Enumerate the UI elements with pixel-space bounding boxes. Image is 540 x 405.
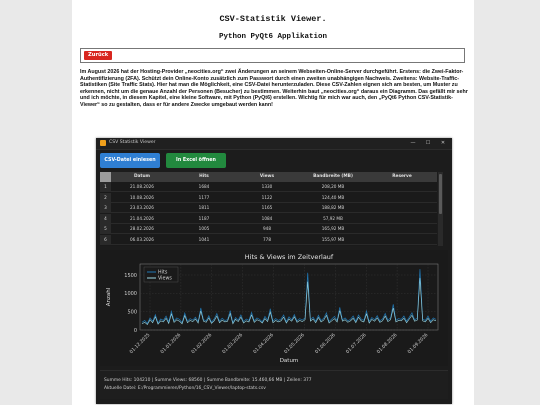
x-tick-label: 01.01.2026	[160, 332, 183, 356]
page-subtitle: Python PyQt6 Applikation	[218, 33, 328, 41]
y-tick-label: 0	[133, 327, 137, 334]
table-cell[interactable]: 188,82 MB	[321, 205, 345, 210]
x-tick-label: 01.06.2026	[314, 332, 337, 356]
table-cell[interactable]: 1005	[198, 226, 210, 231]
window-titlebar	[96, 138, 452, 150]
y-axis-label: Anzahl	[106, 287, 112, 307]
nav-bar	[80, 48, 465, 63]
table-cell[interactable]: 1684	[198, 184, 210, 189]
y-tick-label: 500	[127, 309, 137, 316]
table-cell[interactable]: 778	[263, 236, 271, 242]
maximize-icon[interactable]: ☐	[425, 140, 431, 146]
load-csv-button[interactable]: CSV-Datei einlesen	[100, 153, 160, 168]
x-tick-label: 01.03.2026	[221, 332, 245, 356]
table-cell[interactable]: 10.08.2026	[130, 194, 154, 200]
table-cell[interactable]: 28.02.2026	[130, 226, 154, 231]
table-cell[interactable]: 21.08.2026	[130, 184, 154, 189]
table-cell[interactable]: 1165	[261, 205, 273, 210]
column-header-views[interactable]: Views	[259, 174, 275, 179]
table-cell[interactable]: 1330	[261, 184, 273, 189]
web-page	[72, 0, 474, 405]
table-cell[interactable]: 1177	[198, 194, 210, 200]
x-tick-label: 01.04.2026	[252, 332, 275, 356]
chart-panel	[100, 250, 448, 366]
x-axis-label: Datum	[279, 358, 299, 364]
table-row[interactable]	[100, 193, 437, 203]
column-header-hits[interactable]: Hits	[199, 174, 209, 179]
row-number[interactable]: 1	[100, 182, 111, 192]
table-cell[interactable]: 124,40 MB	[321, 194, 345, 200]
status-current-file: Aktuelle Datei: E:/Programmieren/Python/16_CSV_Viewer/laptop-stats.csv	[104, 386, 266, 391]
table-scrollbar[interactable]	[438, 172, 443, 246]
table-cell[interactable]: 948	[263, 226, 271, 231]
table-cell[interactable]	[367, 193, 437, 203]
table-cell[interactable]	[367, 182, 437, 192]
table-cell[interactable]: 21.04.2026	[130, 215, 154, 221]
page-title: CSV-Statistik Viewer.	[219, 14, 327, 24]
window-title: CSV Statistik Viewer	[109, 140, 156, 145]
y-tick-label: 1000	[124, 291, 137, 298]
row-number[interactable]: 2	[100, 193, 111, 203]
table-row[interactable]	[100, 214, 437, 224]
app-window-screenshot	[96, 138, 452, 404]
table-row[interactable]	[100, 224, 437, 234]
table-cell[interactable]: 1041	[198, 236, 210, 242]
x-tick-label: 01.09.2026	[407, 332, 430, 356]
table-row[interactable]	[100, 235, 437, 245]
y-tick-label: 1500	[124, 272, 137, 279]
legend-label: Views	[158, 276, 172, 282]
x-tick-label: 01.08.2026	[376, 332, 399, 356]
data-table	[100, 172, 437, 246]
table-cell[interactable]: 1122	[261, 194, 273, 200]
table-row[interactable]	[100, 203, 437, 213]
table-cell[interactable]	[367, 235, 437, 245]
status-panel	[100, 370, 448, 399]
x-tick-label: 01.07.2026	[345, 332, 368, 356]
column-header-datum[interactable]: Datum	[133, 174, 151, 179]
table-cell[interactable]	[367, 224, 437, 234]
plot-area	[140, 264, 438, 330]
table-header	[100, 172, 437, 182]
scrollbar-thumb[interactable]	[439, 174, 442, 214]
column-header-bandbreite[interactable]: Bandbreite (MB)	[313, 174, 353, 179]
app-icon	[100, 140, 106, 146]
x-tick-label: 01.05.2026	[283, 332, 306, 356]
table-cell[interactable]	[367, 214, 437, 224]
table-cell[interactable]: 57,92 MB	[323, 215, 343, 221]
table-cell[interactable]: 23.03.2026	[130, 205, 154, 210]
table-cell[interactable]: 1084	[261, 215, 273, 221]
legend-label: Hits	[158, 270, 168, 276]
status-summary: Summe Hits: 104210 | Summe Views: 68560 | Summe Bandbreite: 15.460,66 MB | Zeilen: 377	[104, 378, 312, 383]
table-cell[interactable]: 155,97 MB	[321, 236, 345, 242]
table-cell[interactable]: 1811	[198, 205, 210, 210]
x-tick-label: 01.02.2026	[191, 332, 214, 356]
minimize-icon[interactable]: —	[410, 140, 416, 146]
back-button[interactable]: Zurück	[84, 51, 112, 60]
table-corner[interactable]	[100, 172, 111, 182]
column-header-reserve[interactable]: Reserve	[392, 174, 412, 179]
table-row[interactable]	[100, 182, 437, 192]
table-cell[interactable]	[367, 203, 437, 213]
intro-paragraph: Im August 2026 hat der Hosting-Provider „neocities.org“ zwei Änderungen an seinem Webseiten-Online-Server durchgeführt. Erstens: die Zwei-Faktor-Authentifizierung (2FA). Schützt dein Online-Konto zusätzlich zum Passwort durch einen zweiten unabhängigen Nachweis. Zweitens: Website-Traffic-Statistiken (Site Traffic Stats). Hier hat man die Möglichkeit, eine CSV-Datei herunterzuladen. Diese CSV-Zahlen eignen sich am besten, um Muster zu erkennen, nicht um die genaue Anzahl der Personen (Besucher) zu bestimmen. Weiterhin baut „neocities.org“ daraus ein Diagramm. Das gefällt mir sehr und ich möchte, in diesem Kapitel, eine kleine Software, mit Python (PyQt6) erstellen. Wichtig für mich war auch, den „PyQt6 Python CSV-Statistik-Viewer“ so zu gestalten, dass er für andere Zwecke umgebaut werden kann!	[80, 69, 468, 108]
row-number[interactable]: 3	[100, 203, 111, 213]
table-cell[interactable]: 06.03.2026	[130, 236, 154, 242]
x-tick-label: 01.12.2025	[129, 332, 152, 356]
row-number[interactable]: 6	[100, 235, 111, 245]
open-excel-button[interactable]: In Excel öffnen	[166, 153, 226, 168]
row-number[interactable]: 4	[100, 214, 111, 224]
close-icon[interactable]: ✕	[440, 140, 446, 146]
row-number[interactable]: 5	[100, 224, 111, 234]
line-chart	[100, 250, 448, 366]
chart-title: Hits & Views im Zeitverlauf	[244, 253, 334, 261]
table-cell[interactable]: 165,92 MB	[321, 226, 345, 231]
table-cell[interactable]: 208,20 MB	[321, 184, 345, 189]
table-cell[interactable]: 1187	[198, 215, 210, 221]
